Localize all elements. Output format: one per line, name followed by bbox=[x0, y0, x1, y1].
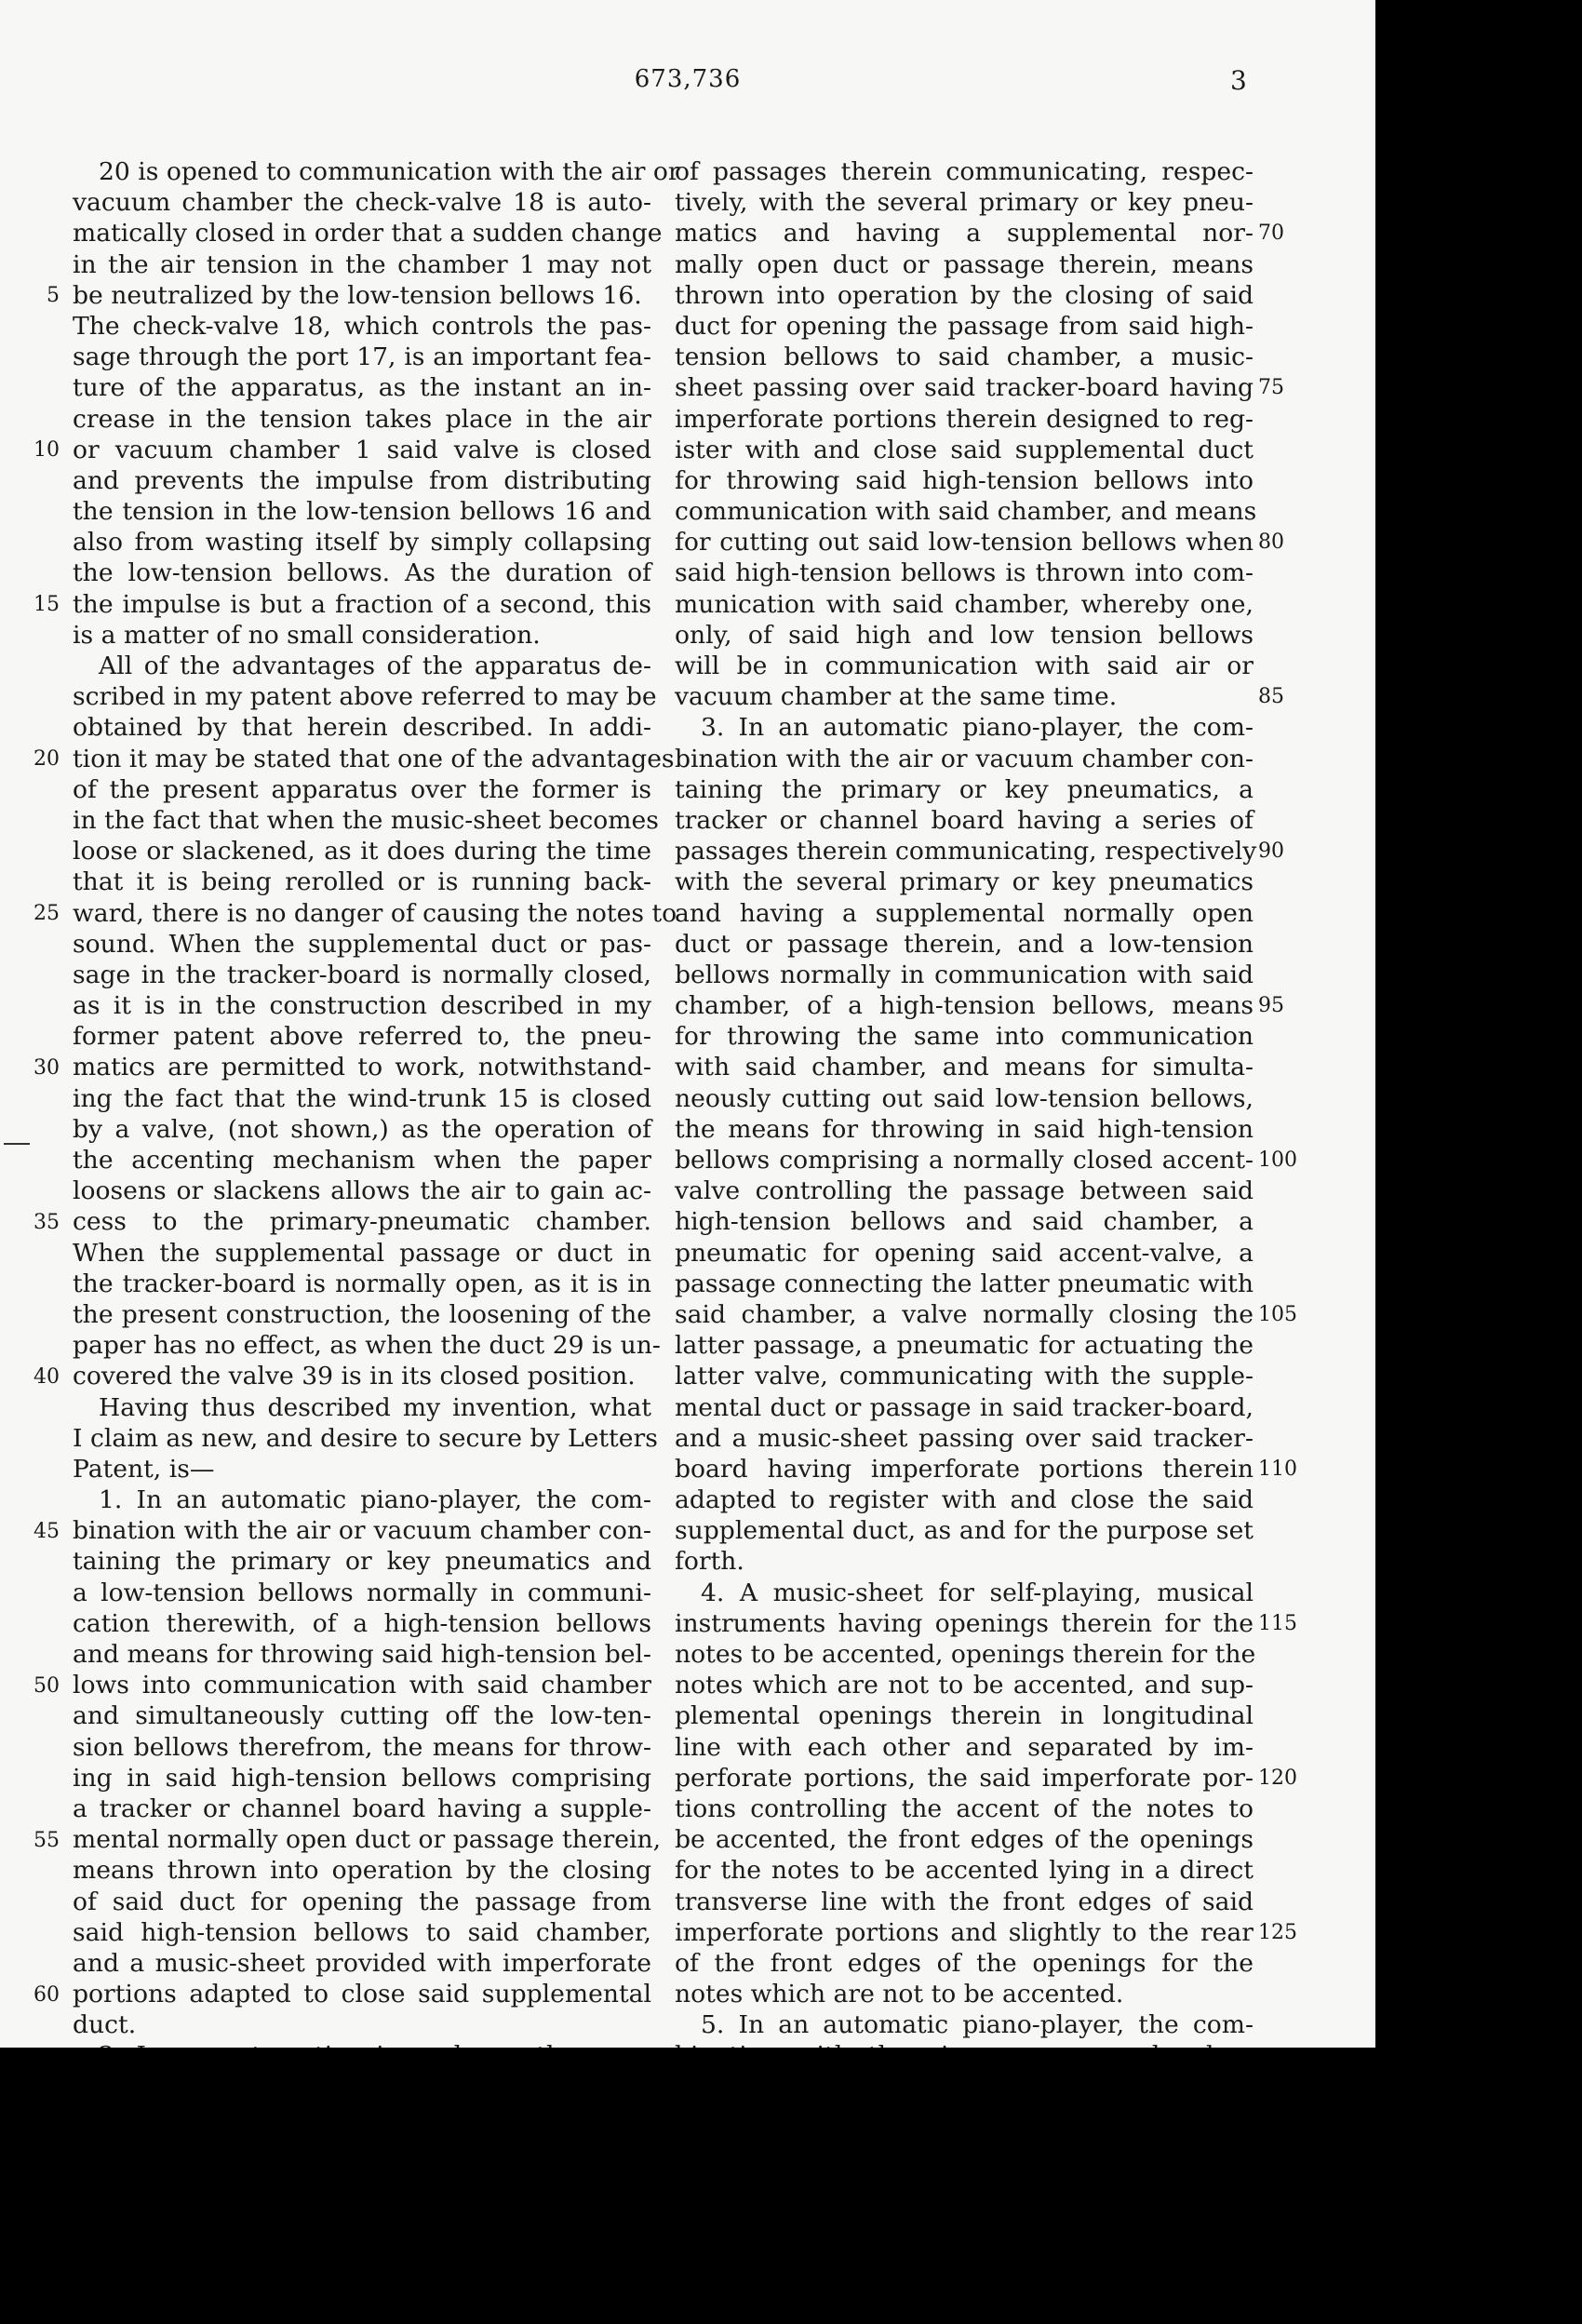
text-line: passages therein communicating, respectively bbox=[675, 837, 1257, 866]
text-line: crease in the tension takes place in the air bbox=[73, 404, 651, 434]
text-line: bellows normally in communication with said bbox=[675, 960, 1254, 989]
text-line: cation therewith, of a high-tension bellows bbox=[73, 1608, 651, 1638]
text-line: the present construction, the loosening of the bbox=[73, 1299, 651, 1329]
text-line: and prevents the impulse from distributing bbox=[73, 465, 651, 495]
text-line: with the several primary or key pneumatics bbox=[675, 867, 1254, 897]
line-number: 45 bbox=[34, 1519, 60, 1543]
text-line: obtained by that herein described. In addi- bbox=[73, 713, 651, 743]
text-line: covered the valve 39 is in its closed position. bbox=[73, 1362, 636, 1391]
text-line: loosens or slackens allows the air to gain ac- bbox=[73, 1176, 651, 1206]
line-number: 30 bbox=[34, 1055, 60, 1080]
text-line: imperforate portions and slightly to the rear bbox=[675, 1917, 1254, 1947]
text-line: high-tension bellows and said chamber, a bbox=[675, 1207, 1254, 1237]
text-line: instruments having openings therein for the bbox=[675, 1608, 1254, 1638]
text-line: the tension in the low-tension bellows 16 and bbox=[73, 497, 651, 527]
text-line: vacuum chamber the check-valve 18 is auto- bbox=[73, 188, 651, 218]
line-number: 15 bbox=[34, 592, 60, 616]
text-line: duct. bbox=[73, 2010, 137, 2040]
text-line: transverse line with the front edges of said bbox=[675, 1887, 1254, 1916]
text-line: tion it may be stated that one of the advantages bbox=[73, 744, 675, 773]
line-number: 95 bbox=[1258, 994, 1284, 1018]
text-line: tension bellows to said chamber, a music- bbox=[675, 343, 1254, 372]
text-line: The check-valve 18, which controls the pas- bbox=[73, 311, 651, 341]
text-line: taining the primary or key pneumatics, a bbox=[675, 774, 1254, 804]
line-number: 105 bbox=[1258, 1303, 1297, 1327]
page-number: 3 bbox=[1230, 65, 1247, 96]
text-line: latter passage, a pneumatic for actuating the bbox=[675, 1331, 1254, 1361]
line-number: 25 bbox=[34, 901, 60, 925]
line-number: 20 bbox=[34, 746, 60, 771]
text-line: taining the primary or key pneumatics and bbox=[73, 1547, 651, 1577]
text-line: board having imperforate portions therein bbox=[675, 1454, 1254, 1484]
text-line: in the fact that when the music-sheet becomes bbox=[73, 805, 659, 835]
text-line: and means for throwing said high-tension bel- bbox=[73, 1640, 651, 1669]
text-line: means thrown into operation by the closing bbox=[73, 1856, 651, 1886]
text-line: lows into communication with said chamber bbox=[73, 1671, 651, 1700]
text-line: bination with the air or vacuum chamber con- bbox=[73, 1516, 651, 1546]
scan-border-right bbox=[1375, 0, 1582, 2324]
text-line: ing the fact that the wind-trunk 15 is closed bbox=[73, 1083, 651, 1113]
line-number: 115 bbox=[1258, 1612, 1297, 1636]
text-line: or vacuum chamber 1 said valve is closed bbox=[73, 435, 651, 464]
text-line: vacuum chamber at the same time. bbox=[675, 682, 1118, 712]
text-line: ward, there is no danger of causing the notes to bbox=[73, 898, 677, 928]
text-line: that it is being rerolled or is running back- bbox=[73, 867, 651, 897]
text-line: duct or passage therein, and a low-tension bbox=[675, 929, 1254, 959]
text-line: scribed in my patent above referred to may be bbox=[73, 682, 657, 712]
text-line: duct for opening the passage from said high- bbox=[675, 311, 1254, 341]
text-line: be neutralized by the low-tension bellows 16. bbox=[73, 280, 642, 310]
text-line: for throwing the same into communication bbox=[675, 1022, 1254, 1052]
page-header bbox=[0, 65, 1375, 102]
text-line: forth. bbox=[675, 1547, 744, 1577]
text-line: perforate portions, the said imperforate por- bbox=[675, 1763, 1254, 1793]
line-number: 35 bbox=[34, 1210, 60, 1234]
text-line: 3. In an automatic piano-player, the com- bbox=[701, 713, 1254, 743]
text-line: All of the advantages of the apparatus de- bbox=[99, 652, 651, 680]
text-line: I claim as new, and desire to secure by Letters bbox=[73, 1423, 658, 1453]
text-line: of said duct for opening the passage from bbox=[73, 1887, 651, 1916]
text-line: ture of the apparatus, as the instant an in- bbox=[73, 373, 651, 403]
text-line: for cutting out said low-tension bellows when bbox=[675, 528, 1254, 557]
text-line: and simultaneously cutting off the low-ten- bbox=[73, 1701, 651, 1731]
patent-number: 673,736 bbox=[634, 65, 742, 93]
text-line: 5. In an automatic piano-player, the com- bbox=[701, 2010, 1254, 2040]
line-number: 70 bbox=[1258, 222, 1284, 246]
text-line: the tracker-board is normally open, as it is in bbox=[73, 1269, 651, 1298]
text-line: only, of said high and low tension bellows bbox=[675, 620, 1254, 650]
text-line: said high-tension bellows to said chamber, bbox=[73, 1917, 651, 1947]
text-line: tions controlling the accent of the notes to bbox=[675, 1793, 1254, 1823]
scan-border-bottom bbox=[0, 2048, 1375, 2324]
text-line: communication with said chamber, and means bbox=[675, 497, 1257, 527]
text-line: Patent, is— bbox=[73, 1454, 215, 1484]
margin-mark bbox=[4, 1143, 30, 1145]
line-number: 80 bbox=[1258, 531, 1284, 555]
text-line: sage through the port 17, is an important fea- bbox=[73, 343, 651, 372]
text-line: tracker or channel board having a series of bbox=[675, 805, 1254, 835]
text-line: When the supplemental passage or duct in bbox=[73, 1238, 651, 1268]
text-line: notes which are not to be accented. bbox=[675, 1980, 1124, 2009]
text-line: ister with and close said supplemental duct bbox=[675, 435, 1254, 464]
text-line: bellows comprising a normally closed accent- bbox=[675, 1146, 1254, 1175]
line-number: 90 bbox=[1258, 840, 1284, 864]
text-line: for throwing said high-tension bellows into bbox=[675, 465, 1254, 495]
text-line: of the front edges of the openings for the bbox=[675, 1948, 1254, 1978]
text-line: the low-tension bellows. As the duration of bbox=[73, 558, 651, 588]
line-number: 100 bbox=[1258, 1149, 1297, 1173]
line-number: 60 bbox=[34, 1982, 60, 2007]
text-line: plemental openings therein in longitudinal bbox=[675, 1701, 1254, 1731]
line-number: 75 bbox=[1258, 376, 1284, 400]
text-line: line with each other and separated by im- bbox=[675, 1732, 1254, 1762]
text-line: valve controlling the passage between said bbox=[675, 1176, 1254, 1206]
text-line: imperforate portions therein designed to reg- bbox=[675, 404, 1254, 434]
line-number: 120 bbox=[1258, 1767, 1297, 1791]
text-line: bination with the air or vacuum chamber con- bbox=[675, 744, 1254, 773]
text-line: mally open duct or passage therein, means bbox=[675, 249, 1254, 279]
line-number: 10 bbox=[34, 437, 60, 462]
line-number: 40 bbox=[34, 1364, 60, 1389]
text-line: portions adapted to close said supplemental bbox=[73, 1980, 651, 2009]
text-line: by a valve, (not shown,) as the operation of bbox=[73, 1114, 651, 1144]
text-line: of the present apparatus over the former is bbox=[73, 774, 651, 804]
text-line: of passages therein communicating, respec- bbox=[675, 157, 1254, 186]
text-line: the accenting mechanism when the paper bbox=[73, 1146, 651, 1175]
text-line: notes to be accented, openings therein for the bbox=[675, 1640, 1256, 1669]
text-line: said high-tension bellows is thrown into com- bbox=[675, 558, 1254, 588]
text-line: with said chamber, and means for simulta- bbox=[675, 1053, 1254, 1082]
text-line: matics and having a supplemental nor- bbox=[675, 219, 1254, 249]
text-line: and a music-sheet passing over said tracker- bbox=[675, 1423, 1254, 1453]
line-number: 125 bbox=[1258, 1921, 1297, 1945]
text-line: chamber, of a high-tension bellows, means bbox=[675, 991, 1254, 1021]
text-line: is a matter of no small consideration. bbox=[73, 620, 541, 650]
text-line: notes which are not to be accented, and sup- bbox=[675, 1671, 1254, 1700]
text-line: Having thus described my invention, what bbox=[99, 1392, 651, 1422]
text-line: and having a supplemental normally open bbox=[675, 898, 1254, 928]
text-line: a tracker or channel board having a supple- bbox=[73, 1793, 651, 1823]
text-line: as it is in the construction described in my bbox=[73, 991, 651, 1021]
text-line: sion bellows therefrom, the means for throw- bbox=[73, 1732, 651, 1762]
text-line: mental normally open duct or passage therein, bbox=[73, 1825, 662, 1855]
text-line: paper has no effect, as when the duct 29 is un- bbox=[73, 1331, 661, 1361]
text-line: ing in said high-tension bellows comprising bbox=[73, 1763, 651, 1793]
text-line: mental duct or passage in said tracker-board, bbox=[675, 1392, 1254, 1422]
text-line: sheet passing over said tracker-board having bbox=[675, 373, 1254, 403]
text-line: latter valve, communicating with the supple- bbox=[675, 1362, 1254, 1391]
text-line: sound. When the supplemental duct or pas- bbox=[73, 929, 651, 959]
text-line: passage connecting the latter pneumatic with bbox=[675, 1269, 1254, 1298]
text-line: adapted to register with and close the said bbox=[675, 1485, 1254, 1515]
left-text-column bbox=[73, 156, 680, 2226]
text-line: 4. A music-sheet for self-playing, musical bbox=[701, 1578, 1254, 1607]
text-line: pneumatic for opening said accent-valve, a bbox=[675, 1238, 1254, 1268]
text-line: and a music-sheet provided with imperforate bbox=[73, 1948, 651, 1978]
text-line: also from wasting itself by simply collapsing bbox=[73, 528, 651, 557]
line-number: 85 bbox=[1258, 685, 1284, 709]
text-line: former patent above referred to, the pneu- bbox=[73, 1022, 651, 1052]
text-line: neously cutting out said low-tension bellows, bbox=[675, 1083, 1254, 1113]
text-line: a low-tension bellows normally in communi- bbox=[73, 1578, 651, 1607]
text-line: matics are permitted to work, notwithstand- bbox=[73, 1053, 651, 1082]
right-text-column bbox=[675, 156, 1257, 2226]
text-line: the impulse is but a fraction of a second, this bbox=[73, 589, 651, 619]
text-line: loose or slackened, as it does during the time bbox=[73, 837, 651, 866]
line-number: 55 bbox=[34, 1828, 60, 1852]
text-line: in the air tension in the chamber 1 may not bbox=[73, 249, 651, 279]
text-line: matically closed in order that a sudden change bbox=[73, 219, 663, 249]
text-line: thrown into operation by the closing of said bbox=[675, 280, 1254, 310]
text-line: 20 is opened to communication with the air or bbox=[99, 157, 680, 186]
text-line: munication with said chamber, whereby one, bbox=[675, 589, 1254, 619]
text-line: supplemental duct, as and for the purpose set bbox=[675, 1516, 1254, 1546]
text-line: said chamber, a valve normally closing the bbox=[675, 1299, 1254, 1329]
text-line: be accented, the front edges of the openings bbox=[675, 1825, 1254, 1855]
text-line: cess to the primary-pneumatic chamber. bbox=[73, 1207, 651, 1237]
text-line: sage in the tracker-board is normally closed, bbox=[73, 960, 651, 989]
text-line: for the notes to be accented lying in a direct bbox=[675, 1856, 1254, 1886]
text-line: 1. In an automatic piano-player, the com- bbox=[99, 1485, 651, 1515]
text-line: the means for throwing in said high-tension bbox=[675, 1114, 1254, 1144]
text-line: will be in communication with said air or bbox=[675, 652, 1254, 680]
line-number: 110 bbox=[1258, 1458, 1297, 1482]
text-line: tively, with the several primary or key pneu- bbox=[675, 188, 1254, 218]
line-number: 5 bbox=[47, 283, 60, 307]
line-number: 50 bbox=[34, 1673, 60, 1698]
